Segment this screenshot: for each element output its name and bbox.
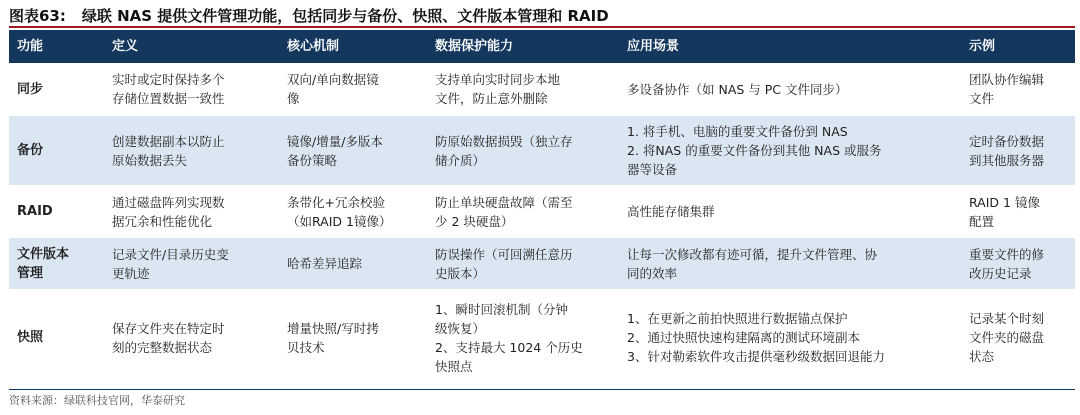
cell-line: 刻的完整数据状态 (112, 339, 213, 355)
cell-line: 让每一次修改都有迹可循，提升文件管理、协 (627, 246, 878, 262)
table-cell (279, 63, 427, 115)
cell-line: 1. 将手机、电脑的重要文件备份到 NAS (627, 124, 848, 139)
table-cell (619, 186, 961, 237)
table-row (9, 63, 1075, 116)
table-cell (619, 290, 961, 385)
table-cell (961, 63, 1075, 115)
table-cell (427, 116, 619, 185)
table-cell (9, 290, 104, 385)
cell-line: 镜像/增量/多版本 (287, 133, 383, 149)
cell-line: （如RAID 1镜像） (287, 213, 392, 229)
header-cell: 示例 (969, 39, 996, 54)
cell-line: 1、在更新之前拍快照进行数据锚点保护 (627, 311, 848, 326)
cell-line: 增量快照/写时拷 (287, 320, 379, 336)
cell-line: 像 (287, 91, 300, 106)
table-cell (427, 63, 619, 115)
cell-line: 记录某个时刻 (969, 311, 1045, 326)
cell-line: 防原始数据损毁（独立存 (435, 133, 573, 149)
table-cell (427, 186, 619, 237)
table-cell (104, 238, 279, 289)
source-note: 资料来源：绿联科技官网，华泰研究 (9, 394, 185, 407)
table-cell (9, 238, 104, 289)
cell-line: 同步 (17, 81, 44, 97)
table-cell (961, 116, 1075, 185)
table-cell (279, 238, 427, 289)
table-row (9, 238, 1075, 290)
table-cell (961, 238, 1075, 289)
figure-title: 绿联 NAS 提供文件管理功能，包括同步与备份、快照、文件版本管理和 RAID (81, 6, 609, 25)
feature-table (9, 30, 1075, 385)
table-cell (279, 186, 427, 237)
cell-line: 更轨迹 (112, 265, 150, 281)
cell-line: 备份策略 (287, 152, 338, 168)
figure-title-bar (9, 4, 1075, 28)
table-cell (279, 116, 427, 185)
table-cell (279, 290, 427, 385)
cell-line: 文件 (969, 91, 995, 106)
cell-line: 管理 (17, 265, 44, 281)
table-cell (619, 116, 961, 185)
cell-line: 快照点 (435, 358, 473, 374)
cell-line: 双向/单向数据镜 (287, 72, 379, 87)
cell-line: 2. 将NAS 的重要文件备份到其他 NAS 或服务 (627, 143, 882, 158)
header-cell: 数据保护能力 (435, 39, 514, 54)
cell-line: 文件版本 (17, 246, 70, 262)
table-cell (619, 63, 961, 115)
cell-line: 同的效率 (627, 265, 678, 281)
cell-line: 支持单向实时同步本地 (435, 72, 561, 87)
table-cell (427, 238, 619, 289)
table-cell (104, 116, 279, 185)
cell-line: 创建数据副本以防止 (112, 133, 225, 149)
cell-line: 条带化+冗余校验 (287, 194, 385, 210)
table-cell (961, 290, 1075, 385)
table-cell (9, 186, 104, 237)
cell-line: 改历史记录 (969, 265, 1032, 281)
cell-line: 多设备协作（如 NAS 与 PC 文件同步） (627, 81, 848, 97)
cell-line: 2、通过快照快速构建隔离的测试环境副本 (627, 330, 860, 345)
cell-line: 贝技术 (287, 339, 325, 355)
cell-line: 据冗余和性能优化 (112, 213, 213, 229)
cell-line: 保存文件夹在特定时 (112, 320, 225, 336)
table-row (9, 186, 1075, 238)
header-cell: 应用场景 (627, 39, 680, 54)
table-cell (619, 238, 961, 289)
cell-line: 防误操作（可回溯任意历 (435, 246, 573, 262)
cell-line: 储介质） (435, 152, 486, 168)
cell-line: 文件，防止意外删除 (435, 91, 548, 106)
table-cell (104, 63, 279, 115)
cell-line: 器等设备 (627, 162, 678, 177)
table-cell (9, 63, 104, 115)
cell-line: 3、针对勒索软件攻击提供毫秒级数据回退能力 (627, 349, 885, 364)
table-cell (961, 186, 1075, 237)
table-cell (104, 186, 279, 237)
cell-line: 团队协作编辑 (969, 72, 1045, 87)
cell-line: 通过磁盘阵列实现数 (112, 194, 225, 210)
cell-line: 史版本） (435, 265, 486, 281)
cell-line: 防止单块硬盘故障（需至 (435, 194, 573, 210)
figure-label: 图表63: (9, 6, 66, 25)
header-cell: 定义 (112, 39, 139, 54)
table-cell (9, 116, 104, 185)
cell-line: 快照 (17, 330, 44, 345)
header-cell: 核心机制 (287, 39, 340, 54)
cell-line: 重要文件的修 (969, 246, 1045, 262)
cell-line: 高性能存储集群 (627, 204, 715, 219)
cell-line: 记录文件/目录历史变 (112, 246, 229, 262)
cell-line: 状态 (969, 349, 995, 364)
cell-line: 级恢复） (435, 320, 486, 336)
cell-line: RAID 1 镜像 (969, 194, 1040, 210)
table-header-row (9, 30, 1075, 63)
cell-line: 少 2 块硬盘） (435, 213, 514, 229)
cell-line: 实时或定时保持多个 (112, 72, 225, 87)
cell-line: 存储位置数据一致性 (112, 91, 225, 106)
header-cell: 功能 (17, 39, 44, 54)
table-cell (427, 290, 619, 385)
cell-line: 配置 (969, 213, 995, 229)
cell-line: 原始数据丢失 (112, 152, 188, 168)
table-cell (104, 290, 279, 385)
cell-line: 文件夹的磁盘 (969, 330, 1045, 345)
table-bottom-rule (9, 389, 1075, 390)
table-row (9, 116, 1075, 186)
cell-line: 到其他服务器 (969, 152, 1045, 168)
cell-line: 哈希差异追踪 (287, 256, 363, 271)
cell-line: 1、瞬时回滚机制（分钟 (435, 301, 568, 317)
table-row (9, 290, 1075, 385)
cell-line: 2、支持最大 1024 个历史 (435, 339, 583, 355)
cell-line: 备份 (17, 143, 44, 158)
cell-line: 定时备份数据 (969, 133, 1045, 149)
cell-line: RAID (17, 204, 53, 219)
